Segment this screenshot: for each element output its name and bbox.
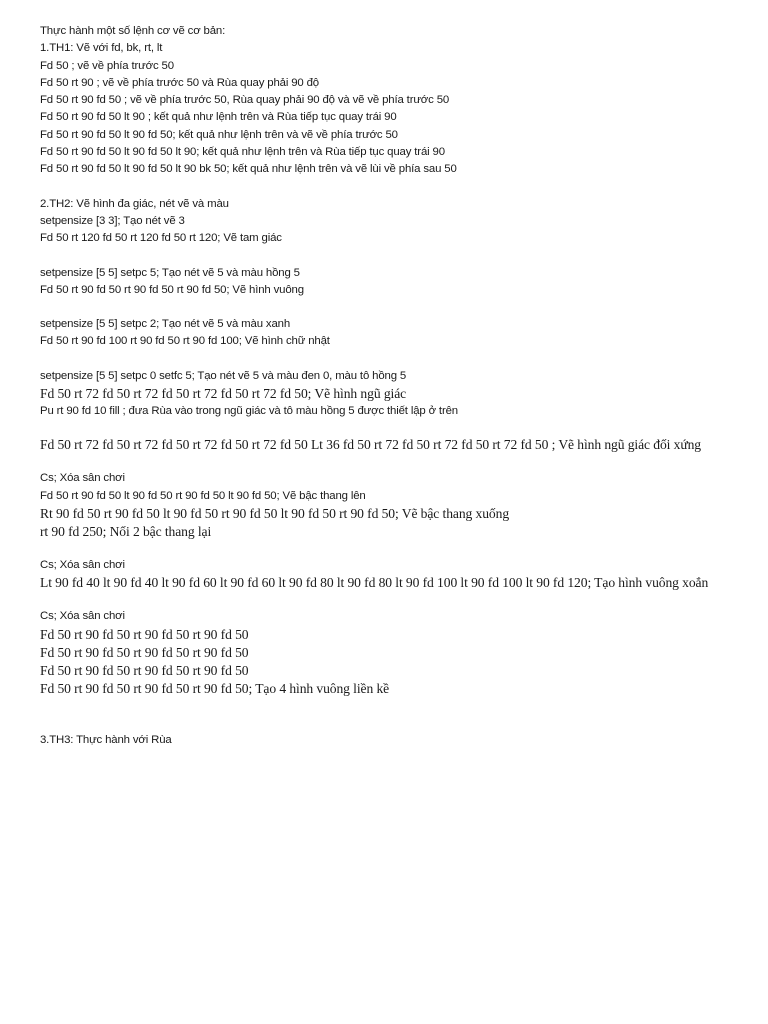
spiral-draw-line: Lt 90 fd 40 lt 90 fd 40 lt 90 fd 60 lt 90 fd 60 lt 90 fd 80 lt 90 fd 80 lt 90 fd 100 lt 90 fd 100 lt 90 fd 120; Tạo hình vuông xoắn [40, 575, 709, 591]
pentagon-fill-line: Pu rt 90 fd 10 fill ; đưa Rùa vào trong ngũ giác và tô màu hồng 5 được thiết lập ở trên [40, 405, 458, 418]
stairs-join-line: rt 90 fd 250; Nối 2 bậc thang lại [40, 523, 212, 539]
th1-line: Fd 50 ; vẽ về phía trước 50 [40, 59, 174, 72]
th2-heading: 2.TH2: Vẽ hình đa giác, nét vẽ và màu [40, 197, 229, 210]
th1-line: Fd 50 rt 90 ; vẽ về phía trước 50 và Rùa quay phải 90 độ [40, 76, 319, 89]
th1-line: Fd 50 rt 90 fd 50 lt 90 fd 50; kết quả như lệnh trên và vẽ về phía trước 50 [40, 128, 398, 141]
square-setup-line: setpensize [5 5] setpc 5; Tạo nét vẽ 5 và màu hồng 5 [40, 266, 300, 279]
pentagon-draw-line: Fd 50 rt 72 fd 50 rt 72 fd 50 rt 72 fd 50 rt 72 fd 50; Vẽ hình ngũ giác [40, 386, 407, 402]
rectangle-draw-line: Fd 50 rt 90 fd 100 rt 90 fd 50 rt 90 fd 100; Vẽ hình chữ nhật [40, 335, 330, 348]
spiral-clear-line: Cs; Xóa sân chơi [40, 558, 125, 571]
th1-line: Fd 50 rt 90 fd 50 ; vẽ về phía trước 50, Rùa quay phải 90 độ và vẽ về phía trước 50 [40, 94, 450, 107]
stairs-up-line: Fd 50 rt 90 fd 50 lt 90 fd 50 rt 90 fd 50 lt 90 fd 50; Vẽ bậc thang lên [40, 489, 366, 502]
pentagon-setup-line: setpensize [5 5] setpc 0 setfc 5; Tạo nét vẽ 5 và màu đen 0, màu tô hồng 5 [40, 369, 407, 382]
four-squares-line: Fd 50 rt 90 fd 50 rt 90 fd 50 rt 90 fd 50 [40, 626, 249, 642]
triangle-setup-line: setpensize [3 3]; Tạo nét vẽ 3 [40, 214, 185, 227]
rectangle-setup-line: setpensize [5 5] setpc 2; Tạo nét vẽ 5 và màu xanh [40, 318, 291, 331]
symmetric-pentagon-line: Fd 50 rt 72 fd 50 rt 72 fd 50 rt 72 fd 50 rt 72 fd 50 Lt 36 fd 50 rt 72 fd 50 rt 72 fd 50 rt 72 fd 50 ; Vẽ hình ngũ giác đối xứng [40, 437, 701, 453]
document-body [40, 23, 740, 749]
four-squares-clear-line: Cs; Xóa sân chơi [40, 610, 125, 623]
th1-line: Fd 50 rt 90 fd 50 lt 90 fd 50 lt 90 bk 50; kết quả như lệnh trên và vẽ lùi về phía sau 50 [40, 163, 457, 176]
stairs-clear-line: Cs; Xóa sân chơi [40, 472, 125, 485]
triangle-draw-line: Fd 50 rt 120 fd 50 rt 120 fd 50 rt 120; Vẽ tam giác [40, 232, 282, 245]
stairs-down-line: Rt 90 fd 50 rt 90 fd 50 lt 90 fd 50 rt 90 fd 50 lt 90 fd 50 rt 90 fd 50; Vẽ bậc thang xuống [40, 505, 510, 521]
four-squares-line: Fd 50 rt 90 fd 50 rt 90 fd 50 rt 90 fd 50 [40, 644, 249, 660]
four-squares-line: Fd 50 rt 90 fd 50 rt 90 fd 50 rt 90 fd 50 [40, 662, 249, 678]
intro-line: Thực hành một số lệnh cơ vẽ cơ bản: [40, 25, 226, 37]
four-squares-line: Fd 50 rt 90 fd 50 rt 90 fd 50 rt 90 fd 50; Tạo 4 hình vuông liền kề [40, 680, 390, 696]
square-draw-line: Fd 50 rt 90 fd 50 rt 90 fd 50 rt 90 fd 50; Vẽ hình vuông [40, 283, 304, 296]
th1-line: Fd 50 rt 90 fd 50 lt 90 ; kết quả như lệnh trên và Rùa tiếp tục quay trái 90 [40, 111, 397, 124]
th1-heading: 1.TH1: Vẽ với fd, bk, rt, lt [40, 42, 163, 55]
th1-line: Fd 50 rt 90 fd 50 lt 90 fd 50 lt 90; kết quả như lệnh trên và Rùa tiếp tục quay trái 90 [40, 146, 445, 159]
th3-heading: 3.TH3: Thực hành với Rùa [40, 733, 172, 746]
